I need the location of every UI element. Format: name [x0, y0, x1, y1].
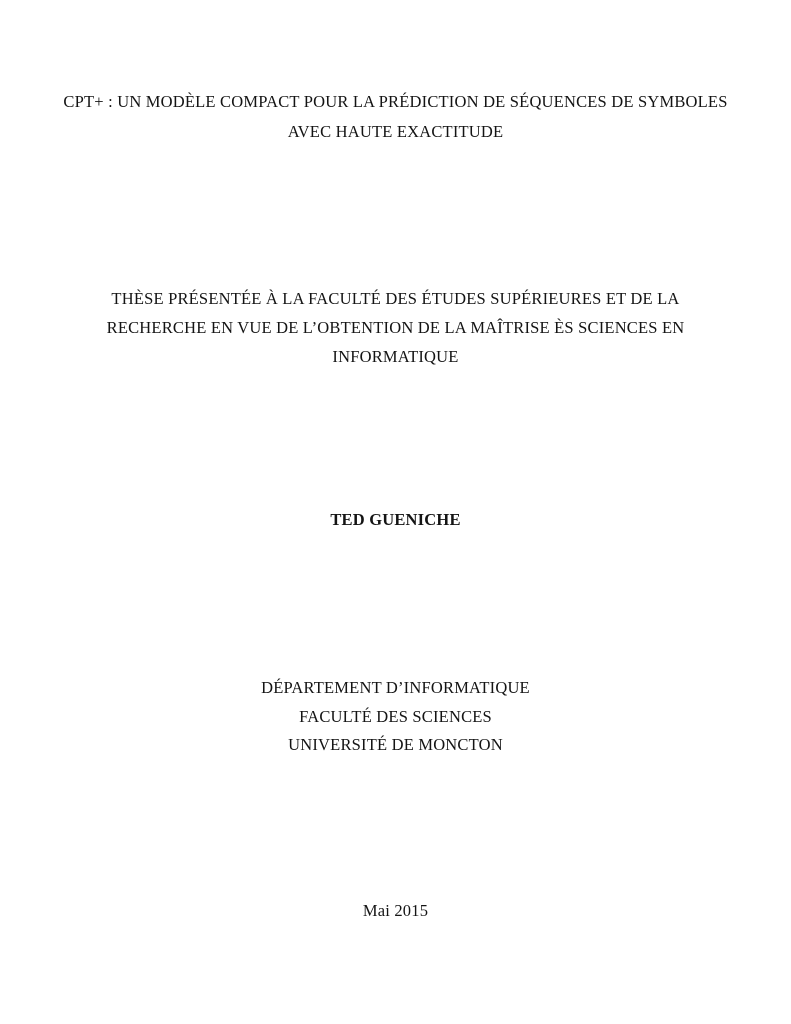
publication-date: Mai 2015: [362, 901, 429, 920]
institution-university: UNIVERSITÉ DE MONCTON: [288, 735, 503, 754]
thesis-statement-line-1: THÈSE PRÉSENTÉE À LA FACULTÉ DES ÉTUDES SUPÉRIEURES ET DE LA: [111, 289, 680, 308]
thesis-statement-line-3: INFORMATIQUE: [332, 347, 459, 366]
institution-faculty: FACULTÉ DES SCIENCES: [299, 707, 492, 726]
thesis-title-line-2: AVEC HAUTE EXACTITUDE: [287, 122, 504, 141]
thesis-title-line-1: CPT+ : UN MODÈLE COMPACT POUR LA PRÉDICTION DE SÉQUENCES DE SYMBOLES: [63, 92, 728, 111]
institution-department: DÉPARTEMENT D’INFORMATIQUE: [261, 678, 530, 697]
thesis-statement-line-2: RECHERCHE EN VUE DE L’OBTENTION DE LA MAÎTRISE ÈS SCIENCES EN: [106, 318, 685, 337]
author-name: TED GUENICHE: [330, 510, 461, 529]
